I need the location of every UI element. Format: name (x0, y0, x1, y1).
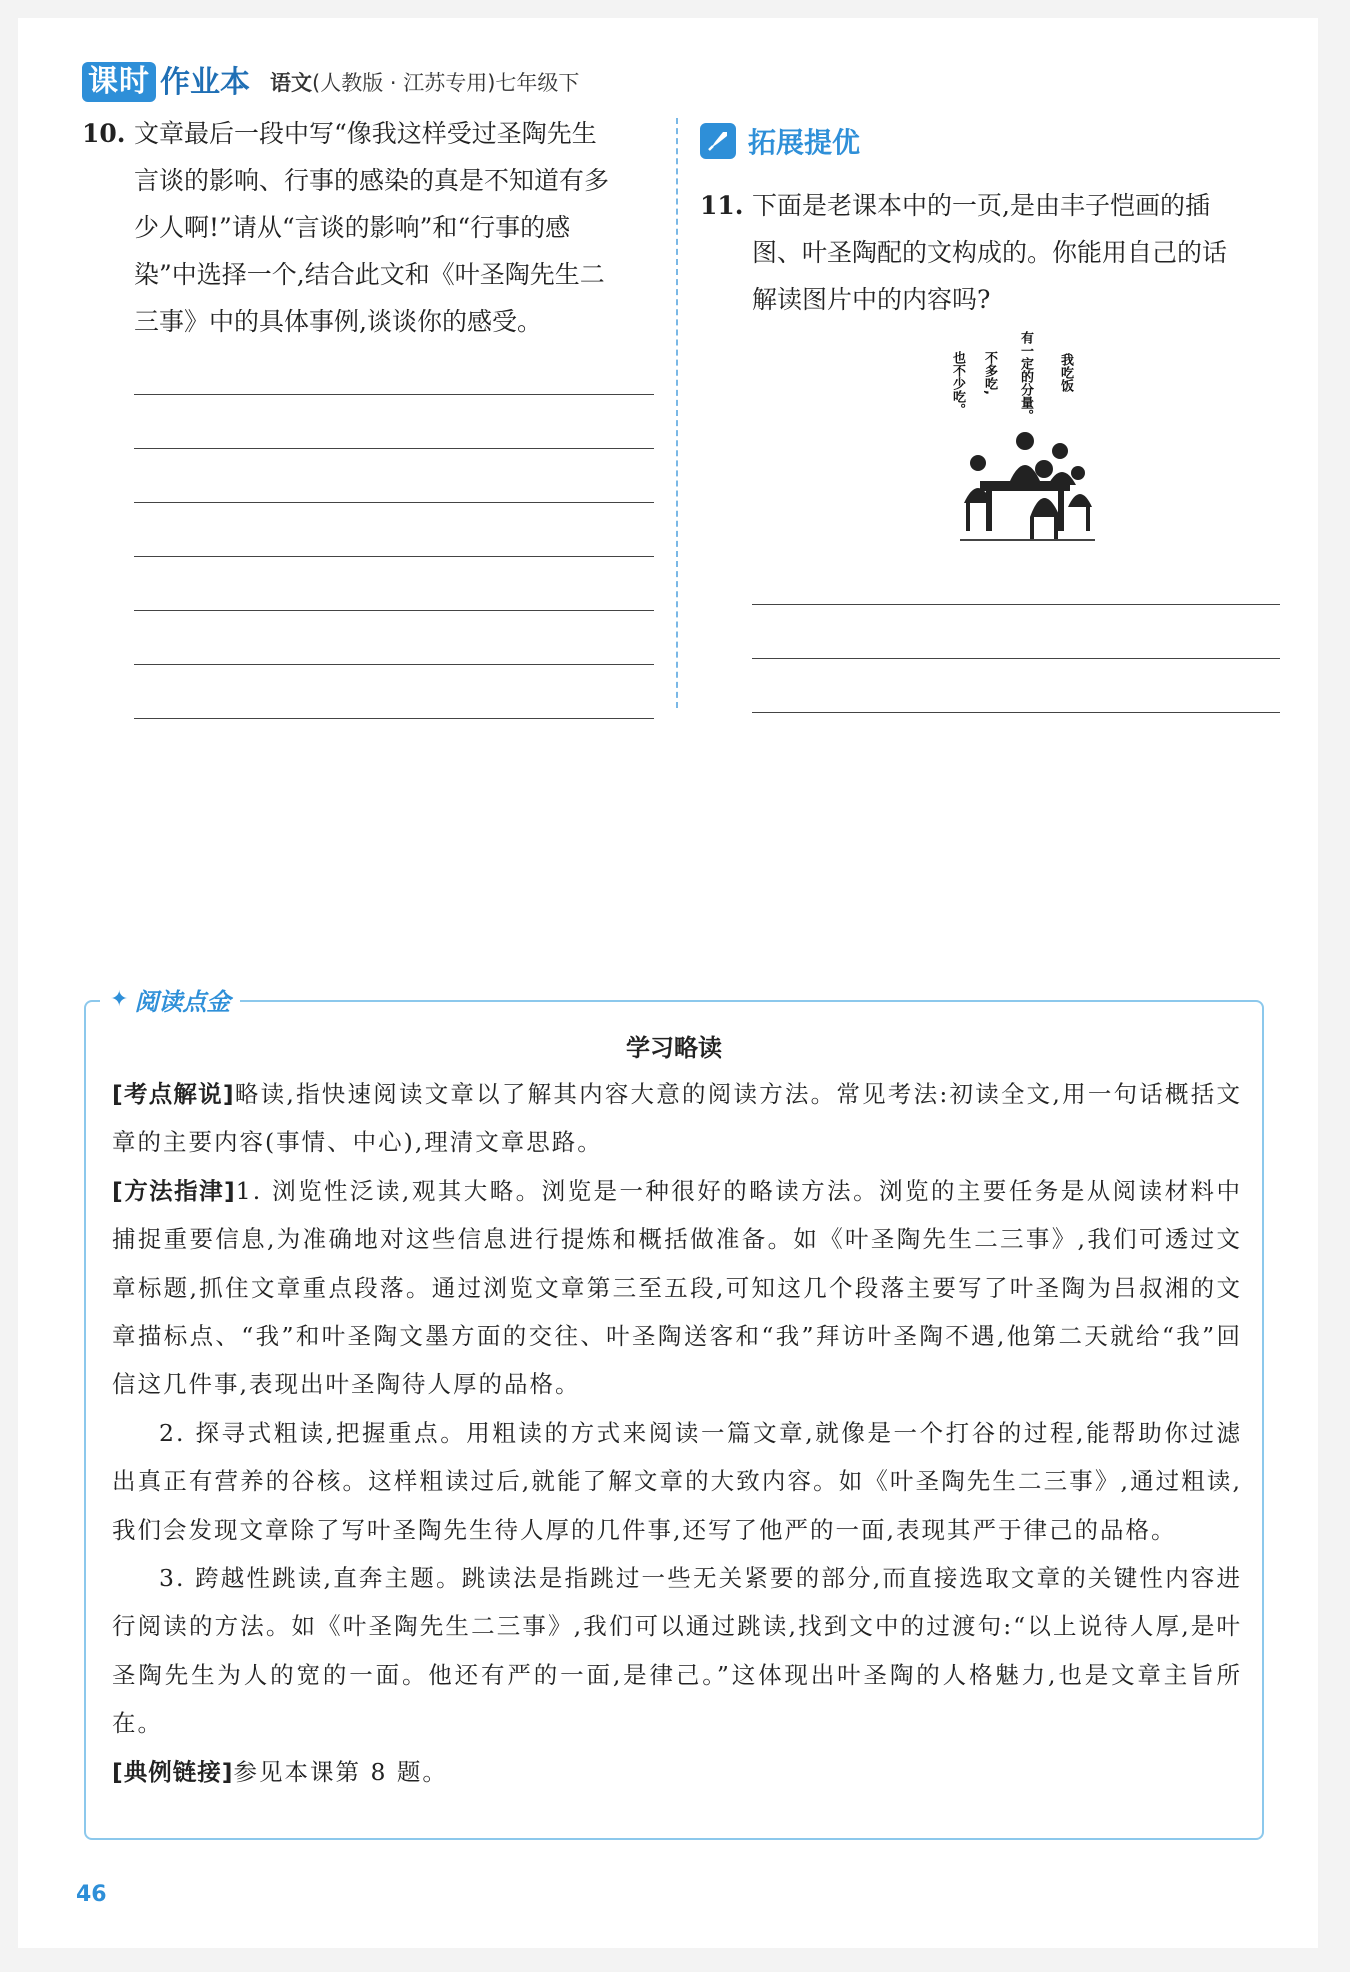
paragraph-text: 参见本课第 8 题。 (233, 1757, 448, 1786)
reading-paragraph (112, 1554, 1242, 1748)
extension-section (700, 118, 1280, 713)
family-dinner-drawing (950, 421, 1100, 551)
illustration-caption: 也不少吃。 (950, 351, 965, 416)
question-11-prompt (700, 182, 1280, 323)
prompt-line: 下面是老课本中的一页,是由丰子恺画的插 (752, 191, 1210, 220)
extension-heading (700, 118, 1280, 164)
logo: 课时 (82, 62, 156, 102)
page-number: 46 (76, 1882, 107, 1907)
answer-line[interactable] (134, 341, 654, 395)
answer-line[interactable] (134, 503, 654, 557)
reading-paragraph (112, 1070, 1242, 1167)
prompt-line: 三事》中的具体事例,谈谈你的感受。 (134, 307, 542, 336)
subject-label: 语文 (270, 71, 312, 95)
rocket-icon (700, 123, 736, 159)
answer-line[interactable] (752, 605, 1280, 659)
sparkle-icon: ✦ (110, 987, 129, 1012)
answer-line[interactable] (134, 557, 654, 611)
answer-area-10[interactable] (134, 341, 654, 719)
column-divider (676, 118, 678, 708)
reading-tag (100, 982, 240, 1017)
feng-zikai-illustration (950, 331, 1100, 551)
answer-area-11[interactable] (752, 551, 1280, 713)
answer-line[interactable] (134, 449, 654, 503)
illustration-caption: 不多吃, (982, 351, 997, 395)
prompt-line: 言谈的影响、行事的感染的真是不知道有多 (134, 166, 610, 195)
paragraph-text: 1. 浏览性泛读,观其大略。浏览是一种很好的略读方法。浏览的主要任务是从阅读材料中捕捉重要信息,为准确地对这些信息进行提炼和概括做准备。如《叶圣陶先生二三事》,我们可透过文章标题,抓住文章重点段落。通过浏览文章第三至五段,可知这几个段落主要写了叶圣陶为吕叔湘的文章描标点、“我”和叶圣陶文墨方面的交往、叶圣陶送客和“我”拜访叶圣陶不遇,他第二天就给“我”回信这几件事,表现出叶圣陶待人厚的品格。 (112, 1176, 1242, 1399)
prompt-line: 少人啊!”请从“言谈的影响”和“行事的感 (134, 213, 571, 242)
reading-paragraph (112, 1748, 1242, 1796)
question-number: 11. (700, 191, 744, 220)
prompt-line: 染”中选择一个,结合此文和《叶圣陶先生二 (134, 260, 605, 289)
paragraph-text: 2. 探寻式粗读,把握重点。用粗读的方式来阅读一篇文章,就像是一个打谷的过程,能帮助你过滤出真正有营养的谷核。这样粗读过后,就能了解文章的大致内容。如《叶圣陶先生二三事》,通过粗读,我们会发现文章除了写叶圣陶先生待人厚的几件事,还写了他严的一面,表现其严于律己的品格。 (112, 1418, 1242, 1544)
paragraph-tag: [方法指津] (112, 1176, 236, 1205)
edition-label: (人教版 · 江苏专用)七年级下 (312, 71, 580, 95)
answer-line[interactable] (134, 395, 654, 449)
prompt-line: 图、叶圣陶配的文构成的。你能用自己的话 (752, 238, 1228, 267)
paragraph-text: 略读,指快速阅读文章以了解其内容大意的阅读方法。常见考法:初读全文,用一句话概括文章的主要内容(事情、中心),理清文章思路。 (112, 1080, 1242, 1157)
reading-title: 学习略读 (626, 1034, 722, 1062)
question-10 (82, 110, 654, 719)
logo-suffix: 作业本 (160, 65, 250, 100)
reading-body (112, 1070, 1242, 1796)
paragraph-tag: [考点解说] (112, 1080, 235, 1108)
answer-line[interactable] (134, 665, 654, 719)
paragraph-tag: [典例链接] (112, 1757, 234, 1786)
extension-label: 拓展提优 (748, 126, 861, 159)
reading-paragraph (112, 1409, 1242, 1554)
answer-line[interactable] (134, 611, 654, 665)
prompt-line: 文章最后一段中写“像我这样受过圣陶先生 (134, 119, 597, 148)
page-header (82, 56, 579, 102)
illustration-caption: 有一定的分量。 (1018, 331, 1033, 422)
question-10-prompt (82, 110, 654, 345)
book-subtitle (270, 64, 579, 102)
question-number: 10. (82, 119, 126, 148)
reading-tips-box (84, 987, 1264, 1840)
prompt-line: 解读图片中的内容吗? (752, 285, 991, 314)
paragraph-text: 3. 跨越性跳读,直奔主题。跳读法是指跳过一些无关紧要的部分,而直接选取文章的关键性内容进行阅读的方法。如《叶圣陶先生二三事》,我们可以通过跳读,找到文中的过渡句:“以上说待人厚,是叶圣陶先生为人的宽的一面。他还有严的一面,是律己。”这体现出叶圣陶的人格魅力,也是文章主旨所在。 (112, 1564, 1242, 1738)
answer-line[interactable] (752, 551, 1280, 605)
reading-paragraph (112, 1167, 1242, 1409)
reading-tag-label: 阅读点金 (134, 988, 231, 1016)
illustration-caption: 我吃饭 (1058, 353, 1073, 392)
answer-line[interactable] (752, 659, 1280, 713)
